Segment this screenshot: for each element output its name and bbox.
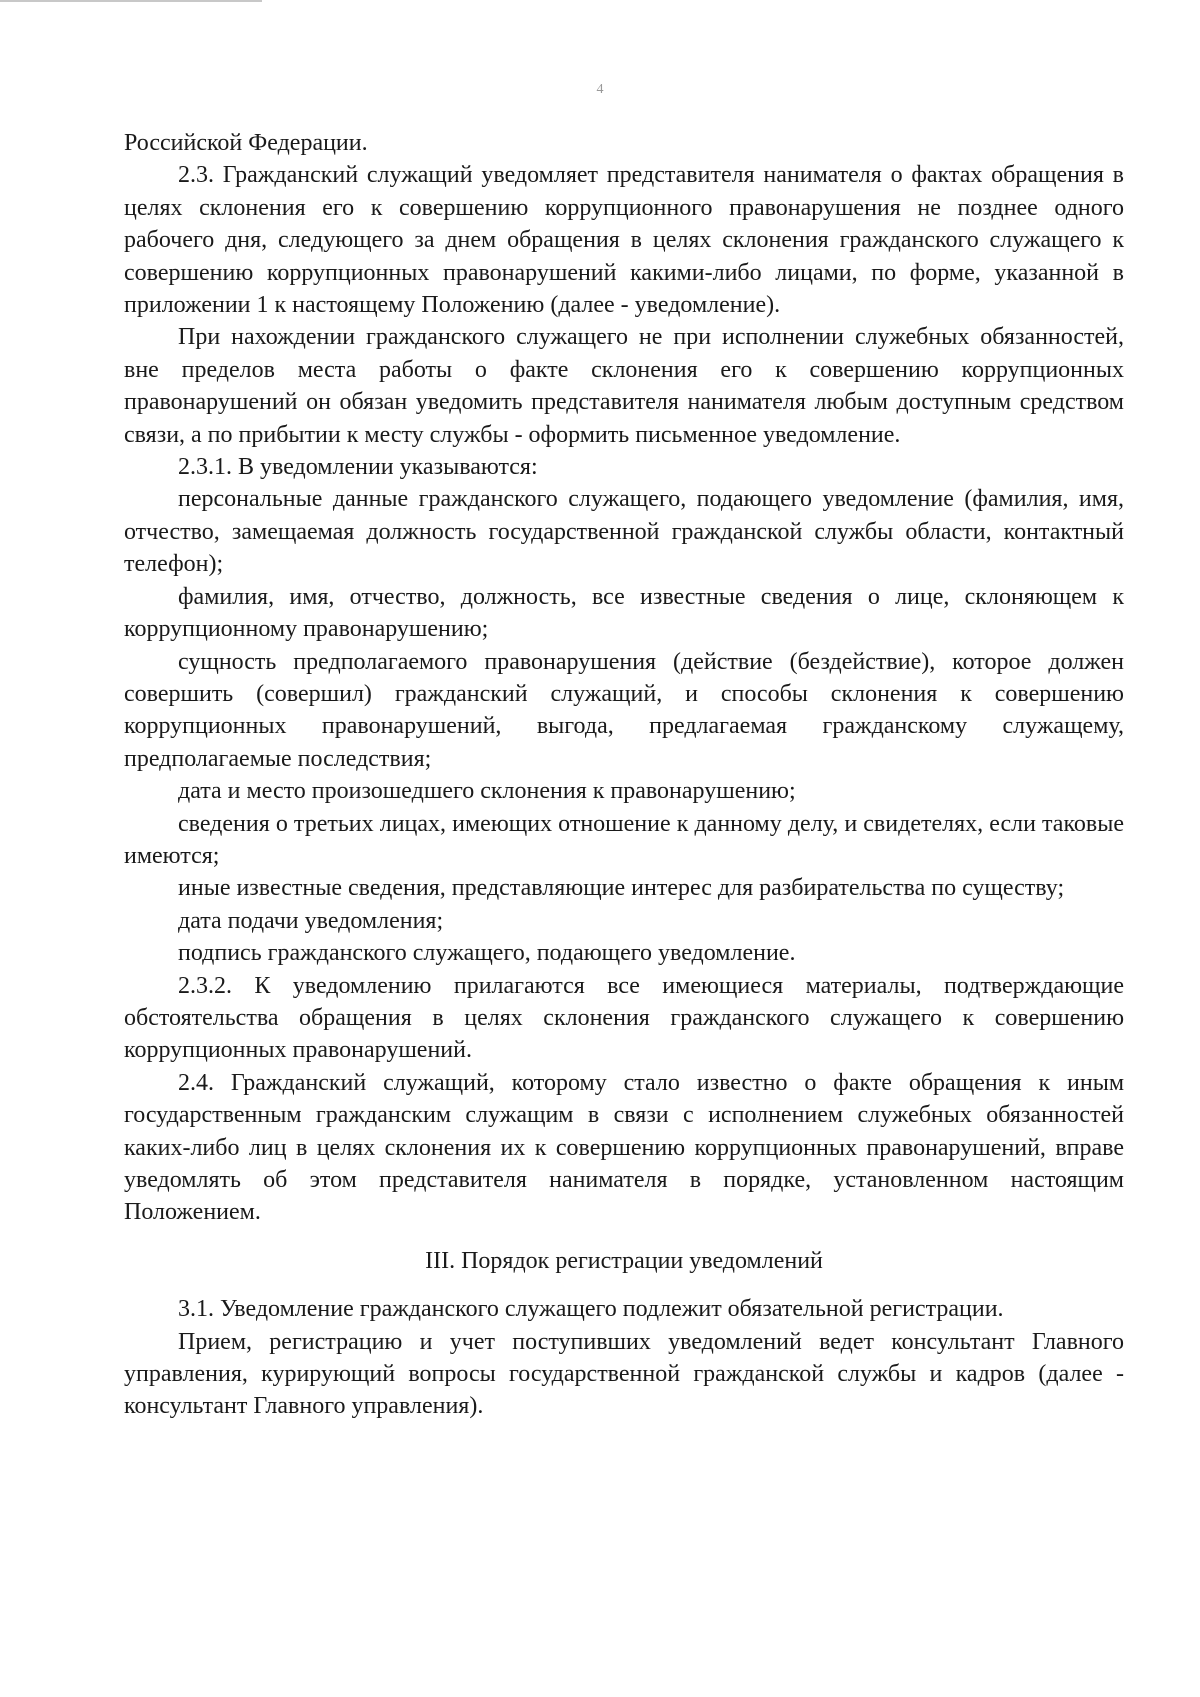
document-body [124, 127, 1124, 1423]
paragraph: иные известные сведения, представляющие интерес для разбирательства по существу; [178, 875, 1065, 902]
paragraph: сведения о третьих лицах, имеющих отношение к данному делу, и свидетелях, если таковые имеются; [124, 810, 1124, 869]
paragraph: Прием, регистрацию и учет поступивших уведомлений ведет консультант Главного управления, курирующий вопросы государственной гражданской службы и кадров (далее - консультант Главного управления). [124, 1328, 1124, 1420]
paragraph: 2.3.1. В уведомлении указываются: [178, 454, 538, 481]
paragraph: 2.3. Гражданский служащий уведомляет представителя нанимателя о фактах обращения в целях склонения его к совершению коррупционного правонарушения не позднее одного рабочего дня, следующего за днем обращения в целях склонения гражданского служащего к совершению коррупционных правонарушений какими-либо лицами, по форме, указанной в приложении 1 к настоящему Положению (далее - уведомление). [124, 162, 1124, 319]
paragraph: фамилия, имя, отчество, должность, все известные сведения о лице, склоняющем к коррупционному правонарушению; [124, 583, 1124, 643]
paragraph: сущность предполагаемого правонарушения (действие (бездействие), которое должен совершить (совершил) гражданский служащий, и способы склонения к совершению коррупционных правонарушений, выгода, предлагаемая гражданскому служащему, предполагаемые последствия; [124, 648, 1124, 772]
paragraph: Российской Федерации. [124, 130, 368, 156]
paragraph: подпись гражданского служащего, подающего уведомление. [178, 940, 796, 967]
paragraph: дата и место произошедшего склонения к правонарушению; [178, 778, 796, 805]
scan-edge-artifact [0, 0, 262, 2]
paragraph: 3.1. Уведомление гражданского служащего подлежит обязательной регистрации. [178, 1296, 1004, 1323]
paragraph: При нахождении гражданского служащего не при исполнении служебных обязанностей, вне пределов места работы о факте склонения его к совершению коррупционных правонарушений он обязан уведомить представителя нанимателя любым доступным средством связи, а по прибытии к месту службы - оформить письменное уведомление. [124, 324, 1124, 448]
paragraph: персональные данные гражданского служащего, подающего уведомление (фамилия, имя, отчество, замещаемая должность государственной гражданской службы области, контактный телефон); [124, 486, 1124, 578]
page-number: 4 [596, 82, 604, 97]
paragraph: 2.4. Гражданский служащий, которому стало известно о факте обращения к иным государственным гражданским служащим в связи с исполнением служебных обязанностей каких-либо лиц в целях склонения их к совершению коррупционных правонарушений, вправе уведомлять об этом представителя нанимателя в порядке, установленном настоящим Положением. [124, 1069, 1124, 1226]
section-heading: III. Порядок регистрации уведомлений [425, 1247, 823, 1274]
paragraph: дата подачи уведомления; [178, 907, 444, 934]
paragraph: 2.3.2. К уведомлению прилагаются все имеющиеся материалы, подтверждающие обстоятельства обращения в целях склонения гражданского служащего к совершению коррупционных правонарушений. [124, 972, 1124, 1064]
